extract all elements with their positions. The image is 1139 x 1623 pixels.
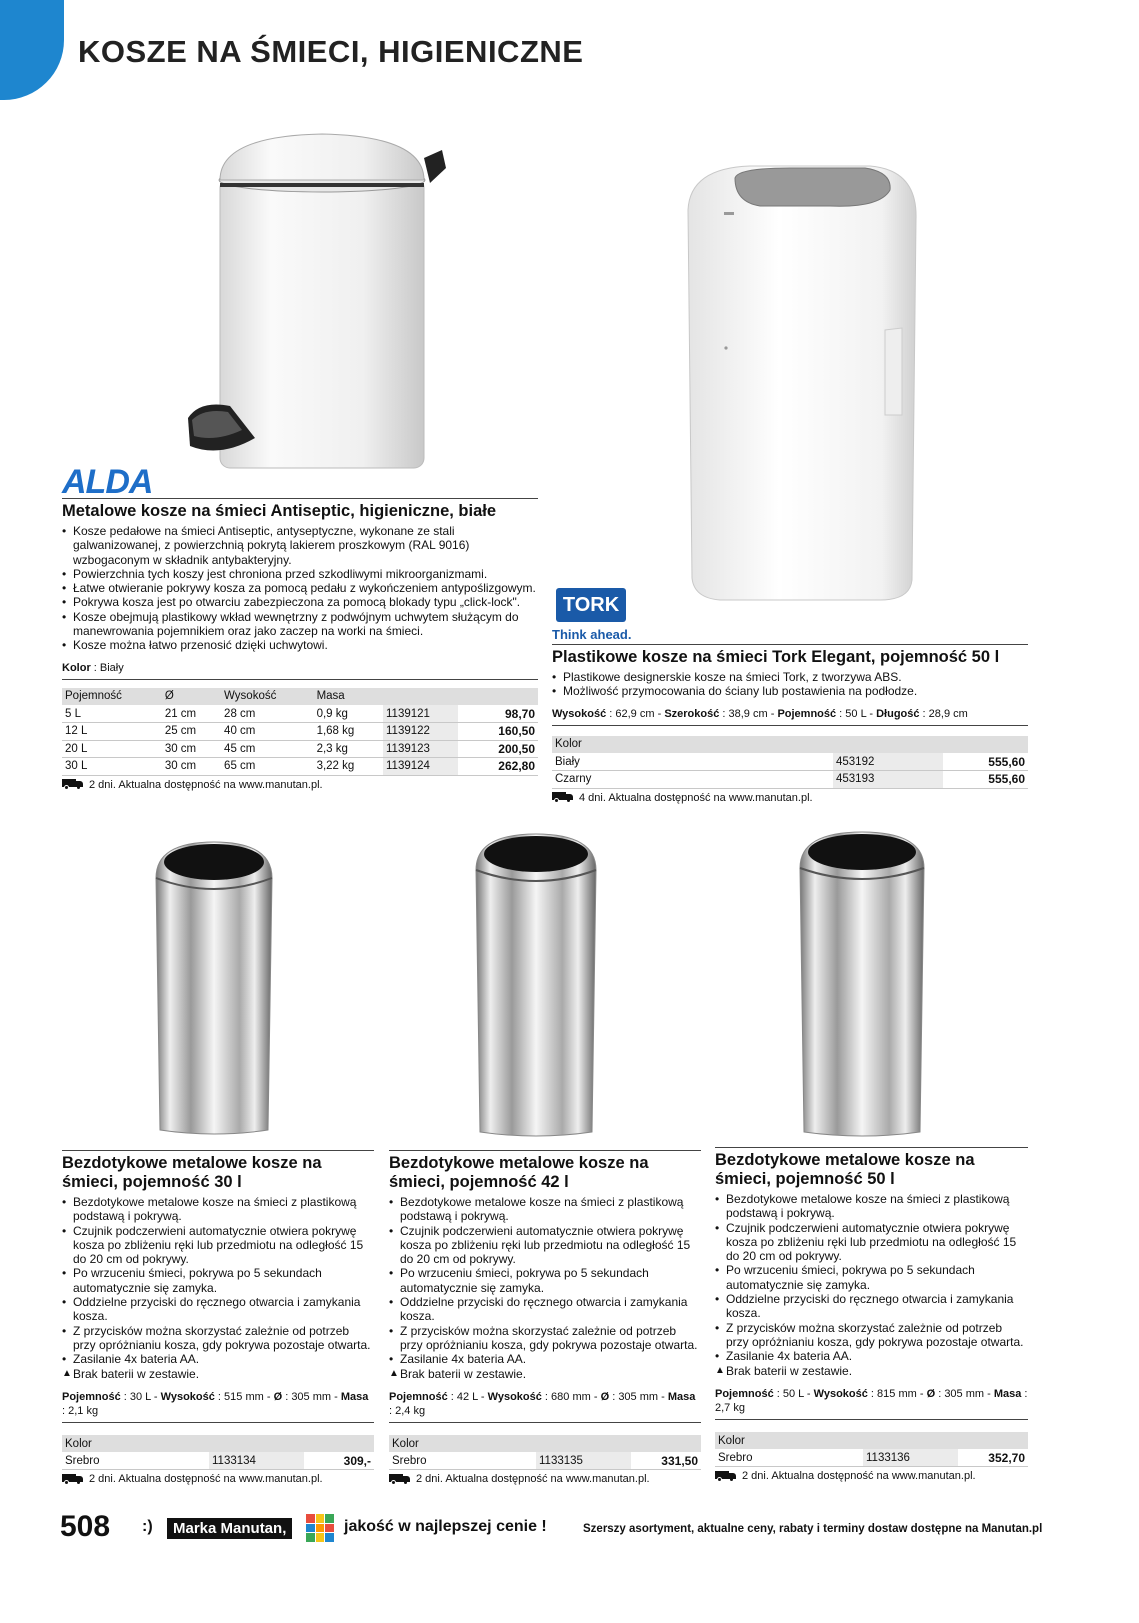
product-touchless-50: [715, 1147, 1028, 1482]
table-header: Kolor: [715, 1432, 1028, 1450]
table-header: Kolor: [389, 1435, 701, 1453]
product-spec: Pojemność : 30 L - Wysokość : 515 mm - Ø : 305 mm - Masa : 2,1 kg: [62, 1386, 374, 1423]
table-row: 30 L 30 cm 65 cm 3,22 kg 1139124 262,80: [62, 758, 538, 776]
bullet: • Czujnik podczerwieni automatycznie otwiera pokrywę kosza po zbliżeniu ręki lub przedmiotu na odległość 15 do 20 cm od pokrywy.: [62, 1224, 374, 1267]
bullet: • Po wrzuceniu śmieci, pokrywa po 5 sekundach automatycznie się zamyka.: [715, 1263, 1028, 1292]
table-row: 20 L 30 cm 45 cm 2,3 kg 1139123 200,50: [62, 740, 538, 758]
touchless-bin-30-image: [148, 838, 280, 1138]
tork-bin-image: [680, 160, 925, 605]
table-row: Srebro 1133134 309,-: [62, 1452, 374, 1470]
price-table: [389, 1435, 701, 1471]
product-title: Plastikowe kosze na śmieci Tork Elegant, pojemność 50 l: [552, 644, 1028, 667]
bullet: • Możliwość przymocowania do ściany lub postawienia na podłodze.: [552, 684, 1028, 698]
page-title: KOSZE NA ŚMIECI, HIGIENICZNE: [78, 34, 584, 69]
product-title: Bezdotykowe metalowe kosze na śmieci, pojemność 30 l: [62, 1150, 374, 1192]
availability: 2 dni. Aktualna dostępność na www.manutan.pl.: [62, 1473, 374, 1485]
availability: 4 dni. Aktualna dostępność na www.manutan.pl.: [552, 792, 1028, 804]
bullet: • Kosze można łatwo przenosić dzięki uchwytowi.: [62, 638, 538, 652]
product-antiseptic: [62, 498, 538, 791]
truck-icon: [552, 792, 574, 803]
tork-logo: TORK: [556, 588, 626, 622]
bullet: • Z przycisków można skorzystać zależnie od potrzeb przy opróżnianiu kosza, gdy pokrywa pozostaje otwarta.: [715, 1321, 1028, 1350]
price-table: [62, 688, 538, 776]
truck-icon: [62, 779, 84, 790]
bullet: • Zasilanie 4x bateria AA.: [389, 1352, 701, 1366]
bullet: • Kosze obejmują plastikowy wkład wewnętrzny z podwójnym uchwytem służącym do manewrowania pojemnikiem oraz jako zaczep na worki na śmieci.: [62, 610, 538, 639]
color-spec: Kolor : Biały: [62, 657, 538, 680]
touchless-bin-42-image: [468, 830, 604, 1140]
bullet: • Powierzchnia tych koszy jest chroniona przed szkodliwymi mikroorganizmami.: [62, 567, 538, 581]
product-tork-elegant: [552, 644, 1028, 804]
table-row: Czarny 453193 555,60: [552, 771, 1028, 789]
bullet: • Łatwe otwieranie pokrywy kosza za pomocą pedału z wykończeniem antypoślizgowym.: [62, 581, 538, 595]
bullet: • Z przycisków można skorzystać zależnie od potrzeb przy opróżnianiu kosza, gdy pokrywa pozostaje otwarta.: [389, 1324, 701, 1353]
smile-icon: :): [142, 1518, 153, 1535]
tork-tagline: Think ahead.: [552, 627, 632, 642]
bullet: • Pokrywa kosza jest po otwarciu zabezpieczona za pomocą blokady typu „click-lock".: [62, 595, 538, 609]
product-title: Bezdotykowe metalowe kosze na śmieci, pojemność 42 l: [389, 1150, 701, 1192]
brand-label: Marka Manutan,: [167, 1518, 292, 1539]
product-touchless-30: [62, 1150, 374, 1485]
bullet: • Zasilanie 4x bateria AA.: [715, 1349, 1028, 1363]
availability: 2 dni. Aktualna dostępność na www.manutan.pl.: [715, 1470, 1028, 1482]
truck-icon: [715, 1471, 737, 1482]
warning-note: ▲ Brak baterii w zestawie.: [715, 1364, 1028, 1378]
product-bullets: [62, 1195, 374, 1381]
truck-icon: [62, 1474, 84, 1485]
product-title: Bezdotykowe metalowe kosze na śmieci, pojemność 50 l: [715, 1147, 1028, 1189]
table-row: Biały 453192 555,60: [552, 753, 1028, 771]
bullet: • Kosze pedałowe na śmieci Antiseptic, antyseptyczne, wykonane ze stali galwanizowanej, z powierzchnią pokrytą lakierem proszkowym (RAL 9016) wzbogaconym w składnik antybakteryjny.: [62, 524, 538, 567]
footer-note: Szerszy asortyment, aktualne ceny, rabaty i terminy dostaw dostępne na Manutan.pl: [583, 1523, 1043, 1535]
bullet: • Oddzielne przyciski do ręcznego otwarcia i zamykania kosza.: [389, 1295, 701, 1324]
corner-accent: [0, 0, 64, 100]
cube-icon: [306, 1514, 334, 1542]
table-row: 5 L 21 cm 28 cm 0,9 kg 1139121 98,70: [62, 705, 538, 723]
table-header: Kolor: [62, 1435, 374, 1453]
bullet: • Z przycisków można skorzystać zależnie od potrzeb przy opróżnianiu kosza, gdy pokrywa pozostaje otwarta.: [62, 1324, 374, 1353]
price-table: [552, 736, 1028, 789]
table-header: Pojemność Ø Wysokość Masa: [62, 688, 538, 706]
bullet: • Po wrzuceniu śmieci, pokrywa po 5 sekundach automatycznie się zamyka.: [389, 1266, 701, 1295]
table-header: Kolor: [552, 736, 1028, 754]
bullet: • Plastikowe designerskie kosze na śmieci Tork, z tworzywa ABS.: [552, 670, 1028, 684]
alda-logo: ALDA: [62, 463, 153, 501]
availability: 2 dni. Aktualna dostępność na www.manutan.pl.: [389, 1473, 701, 1485]
warning-note: ▲ Brak baterii w zestawie.: [389, 1367, 701, 1381]
product-title: Metalowe kosze na śmieci Antiseptic, higieniczne, białe: [62, 498, 538, 521]
availability: 2 dni. Aktualna dostępność na www.manutan.pl.: [62, 779, 538, 791]
product-bullets: [389, 1195, 701, 1381]
bullet: • Czujnik podczerwieni automatycznie otwiera pokrywę kosza po zbliżeniu ręki lub przedmiotu na odległość 15 do 20 cm od pokrywy.: [389, 1224, 701, 1267]
bullet: • Bezdotykowe metalowe kosze na śmieci z plastikową podstawą i pokrywą.: [62, 1195, 374, 1224]
warning-note: ▲ Brak baterii w zestawie.: [62, 1367, 374, 1381]
product-bullets: [552, 670, 1028, 699]
table-row: Srebro 1133135 331,50: [389, 1452, 701, 1470]
product-spec: Pojemność : 50 L - Wysokość : 815 mm - Ø : 305 mm - Masa : 2,7 kg: [715, 1383, 1028, 1420]
bullet: • Bezdotykowe metalowe kosze na śmieci z plastikową podstawą i pokrywą.: [389, 1195, 701, 1224]
table-row: 12 L 25 cm 40 cm 1,68 kg 1139122 160,50: [62, 723, 538, 741]
product-bullets: [715, 1192, 1028, 1378]
pedal-bin-image: [180, 128, 450, 478]
bullet: • Po wrzuceniu śmieci, pokrywa po 5 sekundach automatycznie się zamyka.: [62, 1266, 374, 1295]
bullet: • Bezdotykowe metalowe kosze na śmieci z plastikową podstawą i pokrywą.: [715, 1192, 1028, 1221]
bullet: • Oddzielne przyciski do ręcznego otwarcia i zamykania kosza.: [715, 1292, 1028, 1321]
price-table: [715, 1432, 1028, 1468]
bullet: • Czujnik podczerwieni automatycznie otwiera pokrywę kosza po zbliżeniu ręki lub przedmiotu na odległość 15 do 20 cm od pokrywy.: [715, 1221, 1028, 1264]
truck-icon: [389, 1474, 411, 1485]
table-row: Srebro 1133136 352,70: [715, 1449, 1028, 1467]
price-table: [62, 1435, 374, 1471]
bullet: • Oddzielne przyciski do ręcznego otwarcia i zamykania kosza.: [62, 1295, 374, 1324]
product-spec: Pojemność : 42 L - Wysokość : 680 mm - Ø : 305 mm - Masa : 2,4 kg: [389, 1386, 701, 1423]
product-touchless-42: [389, 1150, 701, 1485]
page-number: 508: [60, 1510, 111, 1543]
touchless-bin-50-image: [792, 828, 932, 1140]
bullet: • Zasilanie 4x bateria AA.: [62, 1352, 374, 1366]
product-bullets: [62, 524, 538, 653]
product-spec: Wysokość : 62,9 cm - Szerokość : 38,9 cm - Pojemność : 50 L - Długość : 28,9 cm: [552, 703, 1028, 726]
footer-slogan: jakość w najlepszej cenie !: [344, 1518, 547, 1535]
